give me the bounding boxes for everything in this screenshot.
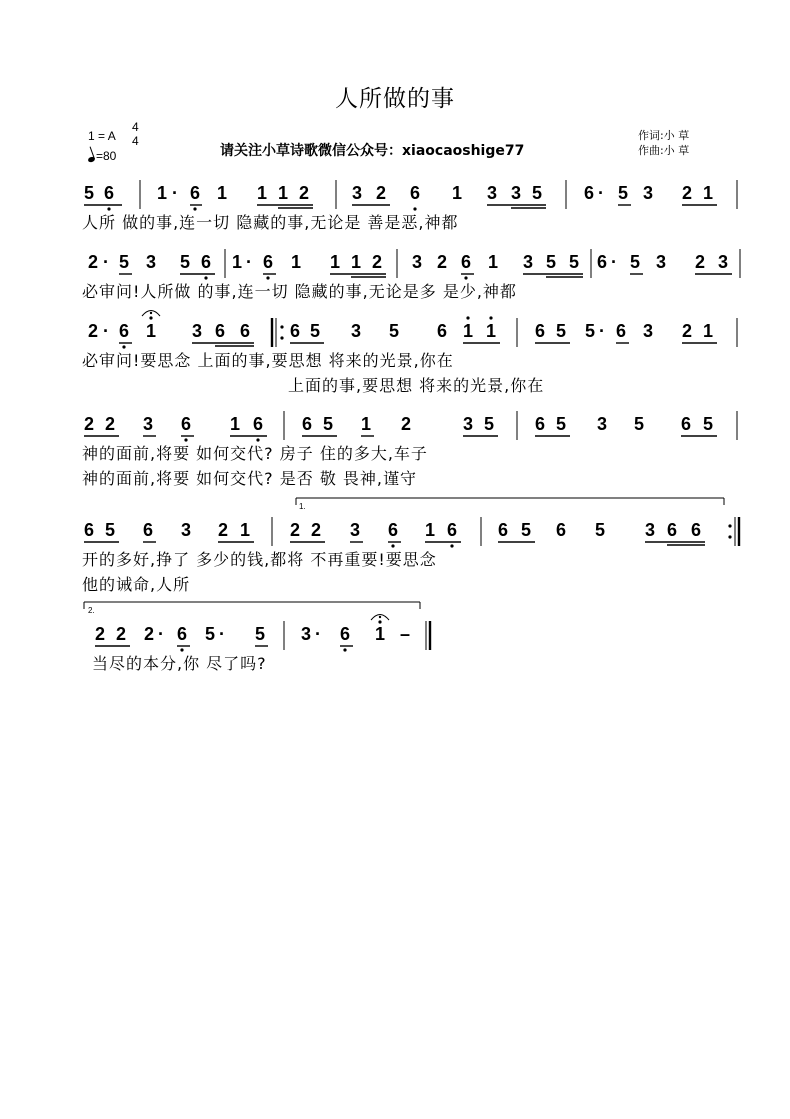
svg-text:5: 5 <box>546 252 557 272</box>
svg-text:5: 5 <box>105 520 116 540</box>
svg-text:3: 3 <box>643 321 654 341</box>
svg-text:6: 6 <box>461 252 472 272</box>
svg-text:1: 1 <box>703 183 714 203</box>
svg-text:·: · <box>599 321 605 341</box>
svg-text:5: 5 <box>634 414 645 434</box>
svg-text:5: 5 <box>323 414 334 434</box>
composer-credit: 作曲:小 草 <box>638 144 690 157</box>
svg-text:3: 3 <box>463 414 474 434</box>
svg-text:6: 6 <box>253 414 264 434</box>
svg-text:2: 2 <box>437 252 448 272</box>
svg-text:2: 2 <box>299 183 310 203</box>
svg-text:6: 6 <box>535 321 546 341</box>
svg-text:1: 1 <box>146 321 157 341</box>
svg-text:3: 3 <box>645 520 656 540</box>
svg-text:5: 5 <box>389 321 400 341</box>
svg-text:2: 2 <box>290 520 301 540</box>
svg-text:3: 3 <box>301 624 312 644</box>
svg-text:·: · <box>172 183 178 203</box>
svg-text:5: 5 <box>84 183 95 203</box>
svg-text:2: 2 <box>84 414 95 434</box>
svg-text:1: 1 <box>232 252 243 272</box>
svg-text:2: 2 <box>116 624 127 644</box>
svg-text:6: 6 <box>410 183 421 203</box>
svg-text:2: 2 <box>682 183 693 203</box>
svg-text:6: 6 <box>437 321 448 341</box>
svg-text:3: 3 <box>352 183 363 203</box>
svg-text:6: 6 <box>681 414 692 434</box>
svg-text:1: 1 <box>361 414 372 434</box>
svg-text:·: · <box>158 624 164 644</box>
svg-text:2: 2 <box>218 520 229 540</box>
svg-text:–: – <box>400 624 411 644</box>
svg-text:3: 3 <box>192 321 203 341</box>
svg-text:6: 6 <box>201 252 212 272</box>
svg-text:1: 1 <box>486 321 497 341</box>
lyrics-line-3a: 必审问!要思念 上面的事,要思想 将来的光景,你在 <box>82 351 454 370</box>
svg-text:1: 1 <box>488 252 499 272</box>
svg-text:1: 1 <box>375 624 386 644</box>
svg-text:2: 2 <box>695 252 706 272</box>
svg-text:3: 3 <box>412 252 423 272</box>
svg-text:6: 6 <box>535 414 546 434</box>
lyricist-credit: 作词:小 草 <box>638 129 690 142</box>
svg-text:2: 2 <box>95 624 106 644</box>
lyrics-line-2: 必审问!人所做 的事,连一切 隐藏的事,无论是多 是少,神都 <box>82 282 517 301</box>
svg-text:3: 3 <box>181 520 192 540</box>
svg-text:5: 5 <box>595 520 606 540</box>
tempo-value: =80 <box>96 149 117 163</box>
svg-text:1: 1 <box>452 183 463 203</box>
svg-text:6: 6 <box>290 321 301 341</box>
svg-text:·: · <box>103 321 109 341</box>
svg-text:3: 3 <box>643 183 654 203</box>
svg-text:6: 6 <box>498 520 509 540</box>
svg-text:2: 2 <box>144 624 155 644</box>
svg-text:1: 1 <box>330 252 341 272</box>
system-6 <box>92 615 430 674</box>
svg-text:6: 6 <box>388 520 399 540</box>
svg-text:·: · <box>315 624 321 644</box>
svg-text:3: 3 <box>511 183 522 203</box>
svg-text:5: 5 <box>532 183 543 203</box>
svg-text:2: 2 <box>88 252 99 272</box>
lyrics-line-3b: 上面的事,要思想 将来的光景,你在 <box>288 376 545 395</box>
svg-text:1: 1 <box>351 252 362 272</box>
svg-text:2: 2 <box>88 321 99 341</box>
svg-text:3: 3 <box>146 252 157 272</box>
svg-text:2: 2 <box>401 414 412 434</box>
svg-text:5: 5 <box>255 624 266 644</box>
svg-text:1: 1 <box>425 520 436 540</box>
svg-text:5: 5 <box>630 252 641 272</box>
svg-text:1: 1 <box>157 183 168 203</box>
svg-text:2: 2 <box>682 321 693 341</box>
svg-text:6: 6 <box>263 252 274 272</box>
svg-text:3: 3 <box>597 414 608 434</box>
svg-text:5: 5 <box>310 321 321 341</box>
svg-text:6: 6 <box>556 520 567 540</box>
svg-text:1: 1 <box>240 520 251 540</box>
svg-text:2: 2 <box>376 183 387 203</box>
svg-text:1: 1 <box>217 183 228 203</box>
svg-text:1: 1 <box>463 321 474 341</box>
song-title: 人所做的事 <box>335 86 455 112</box>
lyrics-line-5a: 开的多好,挣了 多少的钱,都将 不再重要!要思念 <box>82 550 437 569</box>
svg-text:6: 6 <box>667 520 678 540</box>
lyrics-line-4b: 神的面前,将要 如何交代? 是否 敬 畏神,谨守 <box>82 469 418 488</box>
svg-text:3: 3 <box>143 414 154 434</box>
svg-text:5: 5 <box>585 321 596 341</box>
svg-text:6: 6 <box>240 321 251 341</box>
svg-text:3: 3 <box>350 520 361 540</box>
system-2 <box>82 249 740 301</box>
key-signature: 1 = A <box>88 129 116 143</box>
svg-text:1: 1 <box>278 183 289 203</box>
svg-text:5: 5 <box>556 321 567 341</box>
volta-2-label: 2. <box>88 606 95 615</box>
svg-text:5: 5 <box>521 520 532 540</box>
svg-text:5: 5 <box>703 414 714 434</box>
time-signature-top: 4 <box>132 120 139 134</box>
volta-2 <box>84 602 420 615</box>
svg-text:5: 5 <box>180 252 191 272</box>
svg-text:6: 6 <box>119 321 130 341</box>
svg-text:1: 1 <box>257 183 268 203</box>
svg-text:6: 6 <box>447 520 458 540</box>
lyrics-line-1: 人所 做的事,连一切 隐藏的事,无论是 善是恶,神都 <box>82 213 459 232</box>
svg-text:3: 3 <box>718 252 729 272</box>
svg-text:6: 6 <box>597 252 608 272</box>
system-5 <box>82 517 739 594</box>
svg-text:1: 1 <box>230 414 241 434</box>
svg-text:·: · <box>611 252 617 272</box>
svg-text:2: 2 <box>105 414 116 434</box>
svg-text:5: 5 <box>119 252 130 272</box>
svg-text:6: 6 <box>84 520 95 540</box>
svg-text:·: · <box>246 252 252 272</box>
svg-text:3: 3 <box>656 252 667 272</box>
svg-text:5: 5 <box>618 183 629 203</box>
lyrics-line-5b: 他的诫命,人所 <box>82 575 191 594</box>
svg-text:6: 6 <box>340 624 351 644</box>
svg-text:6: 6 <box>584 183 595 203</box>
svg-text:5: 5 <box>205 624 216 644</box>
svg-text:3: 3 <box>523 252 534 272</box>
svg-text:1: 1 <box>291 252 302 272</box>
svg-text:·: · <box>103 252 109 272</box>
svg-text:2: 2 <box>311 520 322 540</box>
svg-text:6: 6 <box>616 321 627 341</box>
svg-text:6: 6 <box>215 321 226 341</box>
svg-text:3: 3 <box>351 321 362 341</box>
svg-text:6: 6 <box>143 520 154 540</box>
svg-text:2: 2 <box>372 252 383 272</box>
time-signature-bottom: 4 <box>132 134 139 148</box>
volta-1 <box>296 498 724 511</box>
subtitle-notice: 请关注小草诗歌微信公众号：xiaocaoshige77 <box>220 143 525 159</box>
svg-text:1: 1 <box>703 321 714 341</box>
lyrics-line-4a: 神的面前,将要 如何交代? 房子 住的多大,车子 <box>82 444 428 463</box>
svg-text:·: · <box>598 183 604 203</box>
system-4 <box>82 411 737 488</box>
svg-text:6: 6 <box>177 624 188 644</box>
svg-text:5: 5 <box>569 252 580 272</box>
svg-text:6: 6 <box>190 183 201 203</box>
svg-text:5: 5 <box>484 414 495 434</box>
svg-text:5: 5 <box>556 414 567 434</box>
system-3 <box>82 311 737 396</box>
svg-text:6: 6 <box>691 520 702 540</box>
svg-text:6: 6 <box>104 183 115 203</box>
svg-text:6: 6 <box>181 414 192 434</box>
svg-text:3: 3 <box>487 183 498 203</box>
volta-1-label: 1. <box>299 502 306 511</box>
svg-text:6: 6 <box>302 414 313 434</box>
lyrics-line-6: 当尽的本分,你 尽了吗? <box>92 654 267 673</box>
svg-text:·: · <box>219 624 225 644</box>
system-1 <box>82 180 737 232</box>
